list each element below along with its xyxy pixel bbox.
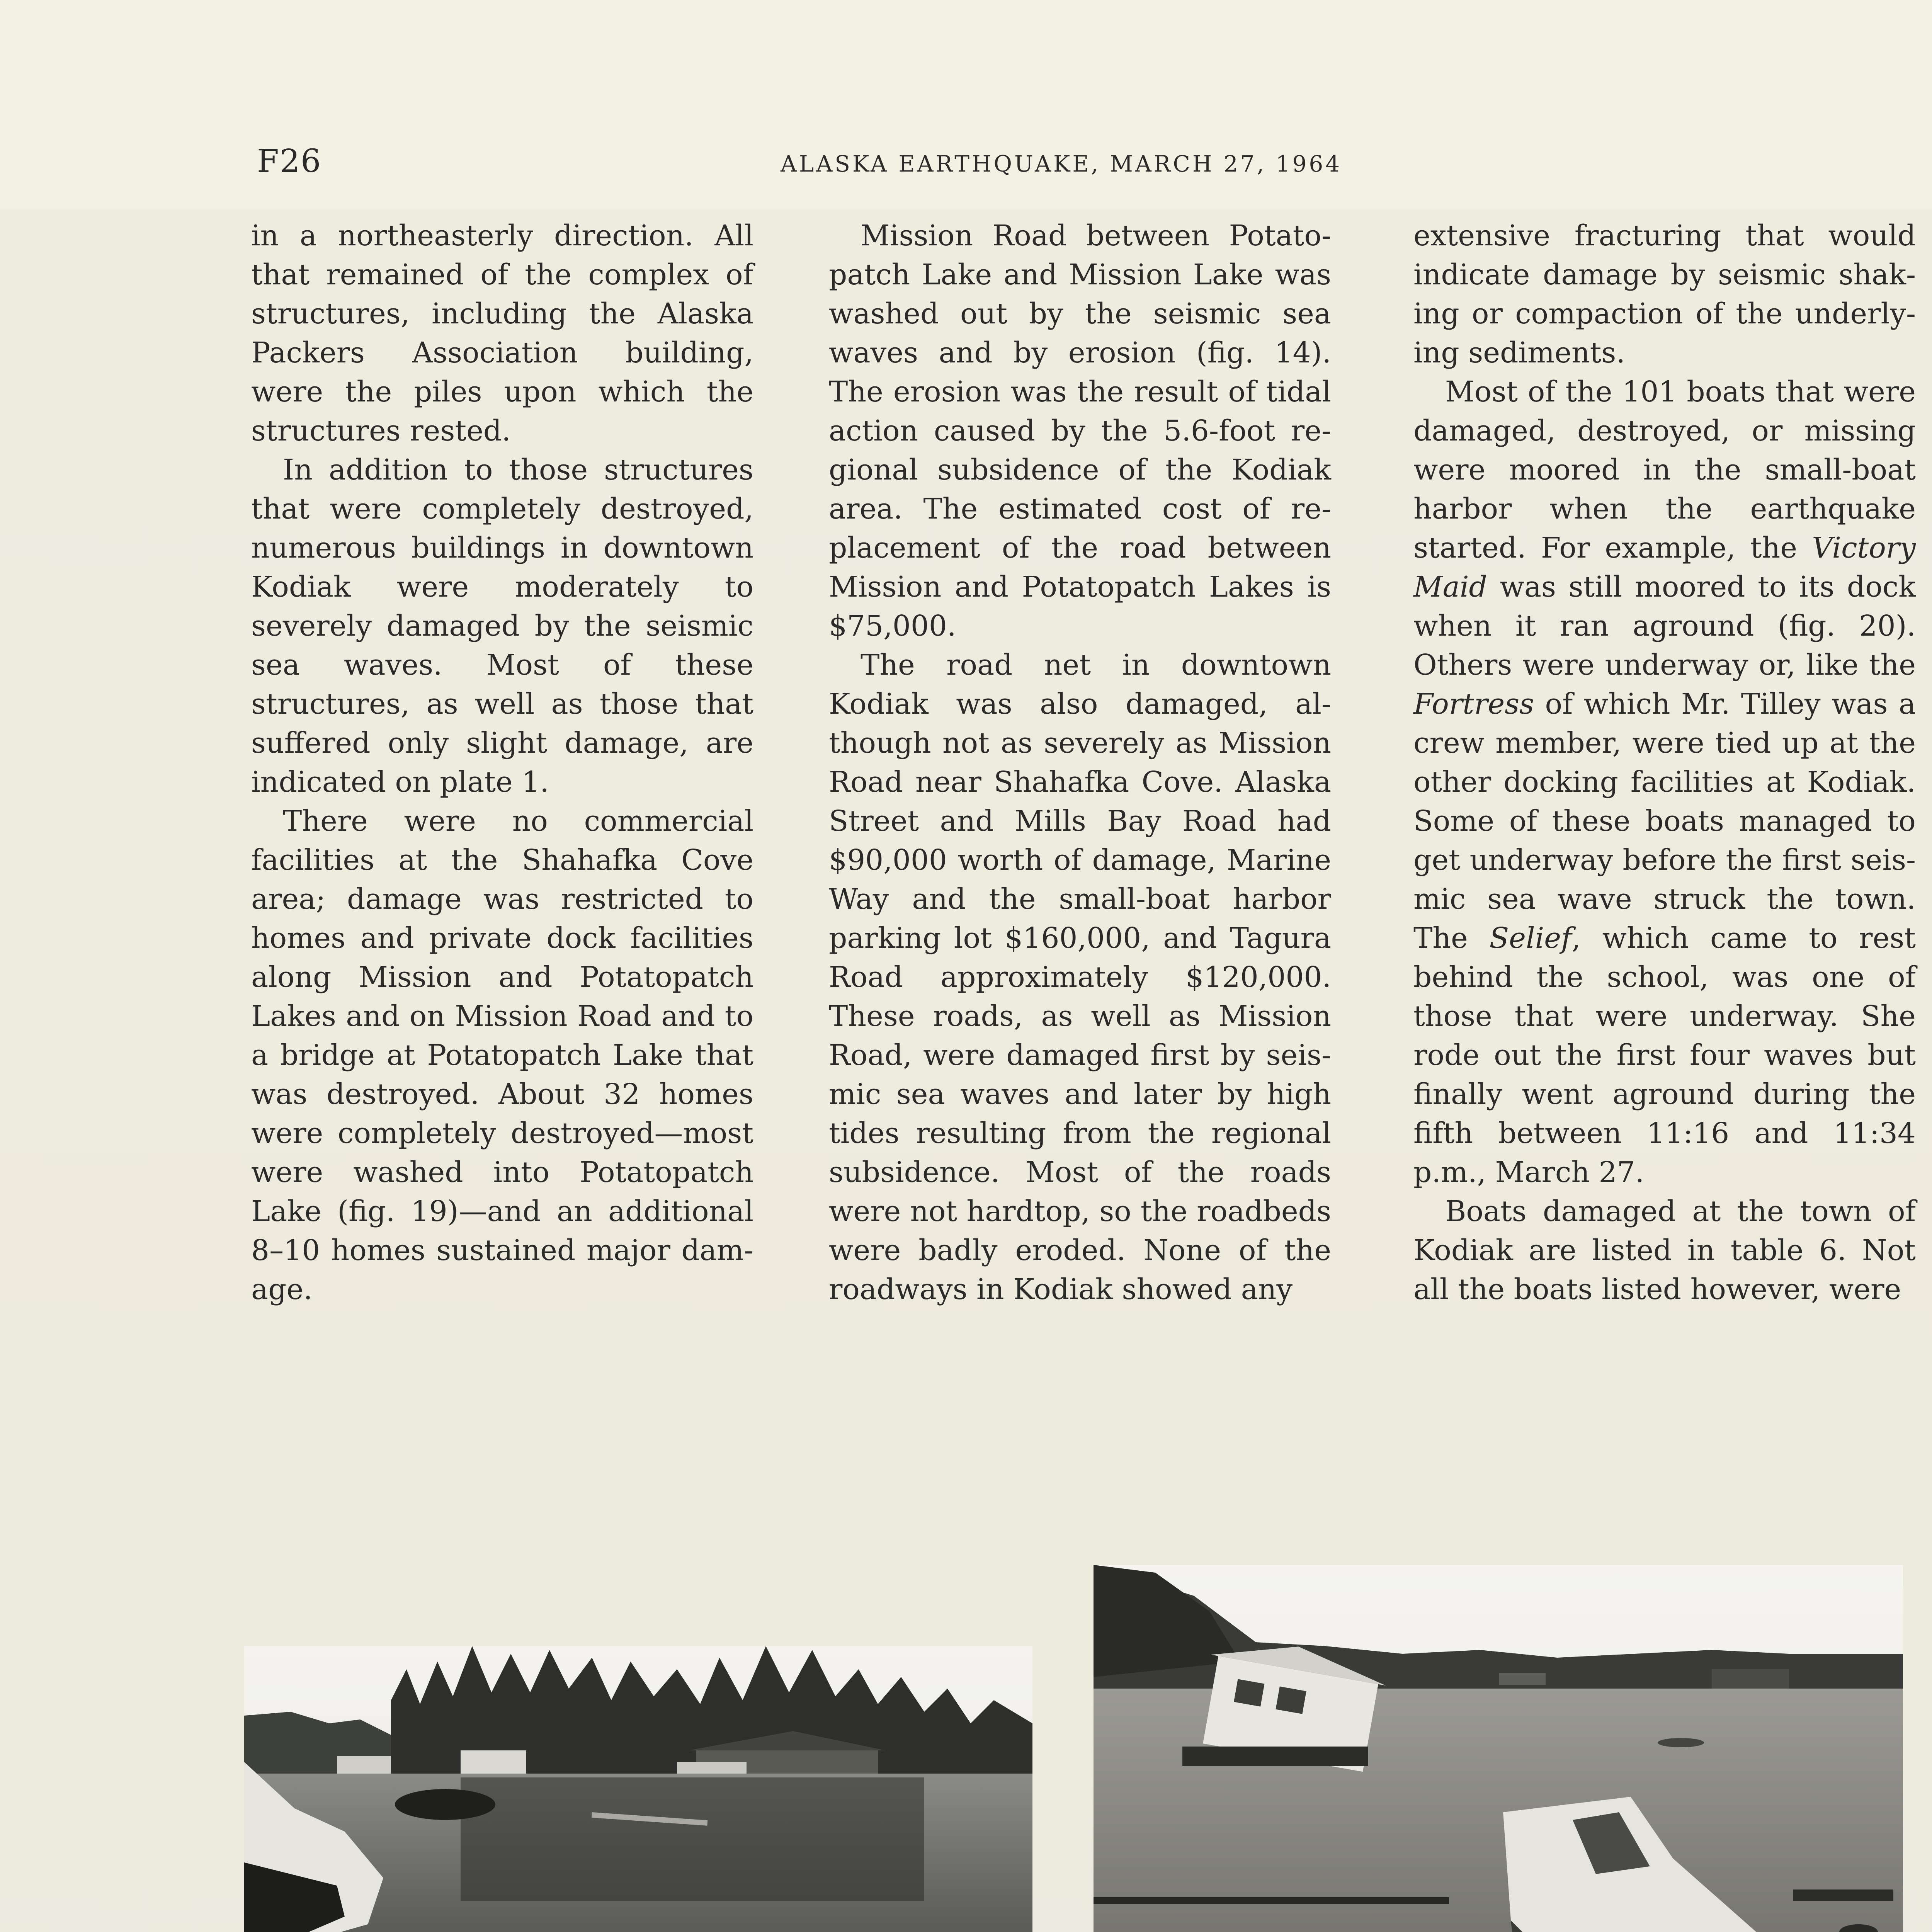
paragraph: Mission Road between Potatopatch Lake and Mission Lake was washed out by the seismic sea waves and by erosion (fig. 14). The erosion was the result of tidal action caused by the 5.6-foot regional subsidence of the Kodiak area. The estimated cost of replacement of the road between Mission and Potatopatch Lakes is $75,000.: [829, 219, 1331, 643]
text-column-2: [829, 216, 1331, 1309]
photo-potatopatch-lake-left: [244, 1646, 1032, 1932]
text-run: was still moored to its dock when it ran aground (fig. 20). Others were underway or, like the: [1413, 570, 1916, 682]
paragraph: In addition to those structures that were completely destroyed, numerous buildings in downtown Kodiak were moderately to severely damaged by the seismic sea waves. Most of these structures, as well as those that suffered only slight damage, are indicated on plate 1.: [251, 453, 753, 799]
text-column-3: [1413, 216, 1916, 1309]
page-header: [0, 143, 1932, 189]
text-run: of which Mr. Tilley was a crew member, were tied up at the other docking facilities at Kodiak. Some of these boats managed to get underway before the first seismic sea wave struck the town. The: [1413, 687, 1916, 955]
paragraph: extensive fracturing that would indicate damage by seismic shaking or compaction of the underlying sediments.: [1413, 219, 1916, 369]
text-run: Most of the 101 boats that were damaged, destroyed, or missing were moored in the small-boat harbor when the earthquake started. For example, the: [1413, 375, 1916, 565]
text-column-1: [251, 216, 753, 1309]
paragraph: The road net in downtown Kodiak was also damaged, although not as severely as Mission Road near Shahafka Cove. Alaska Street and Mills Bay Road had $90,000 worth of damage, Marine Way and the small-boat harbor parking lot $160,000, and Tagura Road approximately $120,000. These roads, as well as Mission Road, were damaged first by seismic sea waves and later by high tides resulting from the regional subsidence. Most of the roads were not hardtop, so the roadbeds were badly eroded. None of the roadways in Kodiak showed any: [829, 648, 1331, 1306]
page-number: F26: [257, 143, 322, 180]
text-run: , which came to rest behind the school, was one of those that were underway. She rode out the first four waves but finally went aground during the fifth between 11:16 and 11:34 p.m., March 27.: [1413, 922, 1916, 1189]
running-head: ALASKA EARTHQUAKE, MARCH 27, 1964: [781, 151, 1342, 177]
boat-name: Fortress: [1413, 687, 1534, 721]
photo-potatopatch-lake-right: [1094, 1565, 1903, 1932]
paragraph: Boats damaged at the town of Kodiak are listed in table 6. Not all the boats listed however, were: [1413, 1195, 1916, 1306]
paragraph: [1413, 372, 1916, 1192]
paragraph: in a northeasterly direction. All that remained of the complex of structures, including the Alaska Packers Association building, were the piles upon which the structures rested.: [251, 219, 753, 447]
paragraph: There were no commercial facilities at the Shahafka Cove area; damage was restricted to homes and private dock facilities along Mission and Potatopatch Lakes and on Mission Road and to a bridge at Potatopatch Lake that was destroyed. About 32 homes were completely destroyed—most were washed into Potatopatch Lake (fig. 19)—and an additional 8–10 homes sustained major damage.: [251, 804, 753, 1306]
boat-name: Victory Maid: [1413, 531, 1916, 604]
boat-name: Selief: [1489, 922, 1572, 955]
